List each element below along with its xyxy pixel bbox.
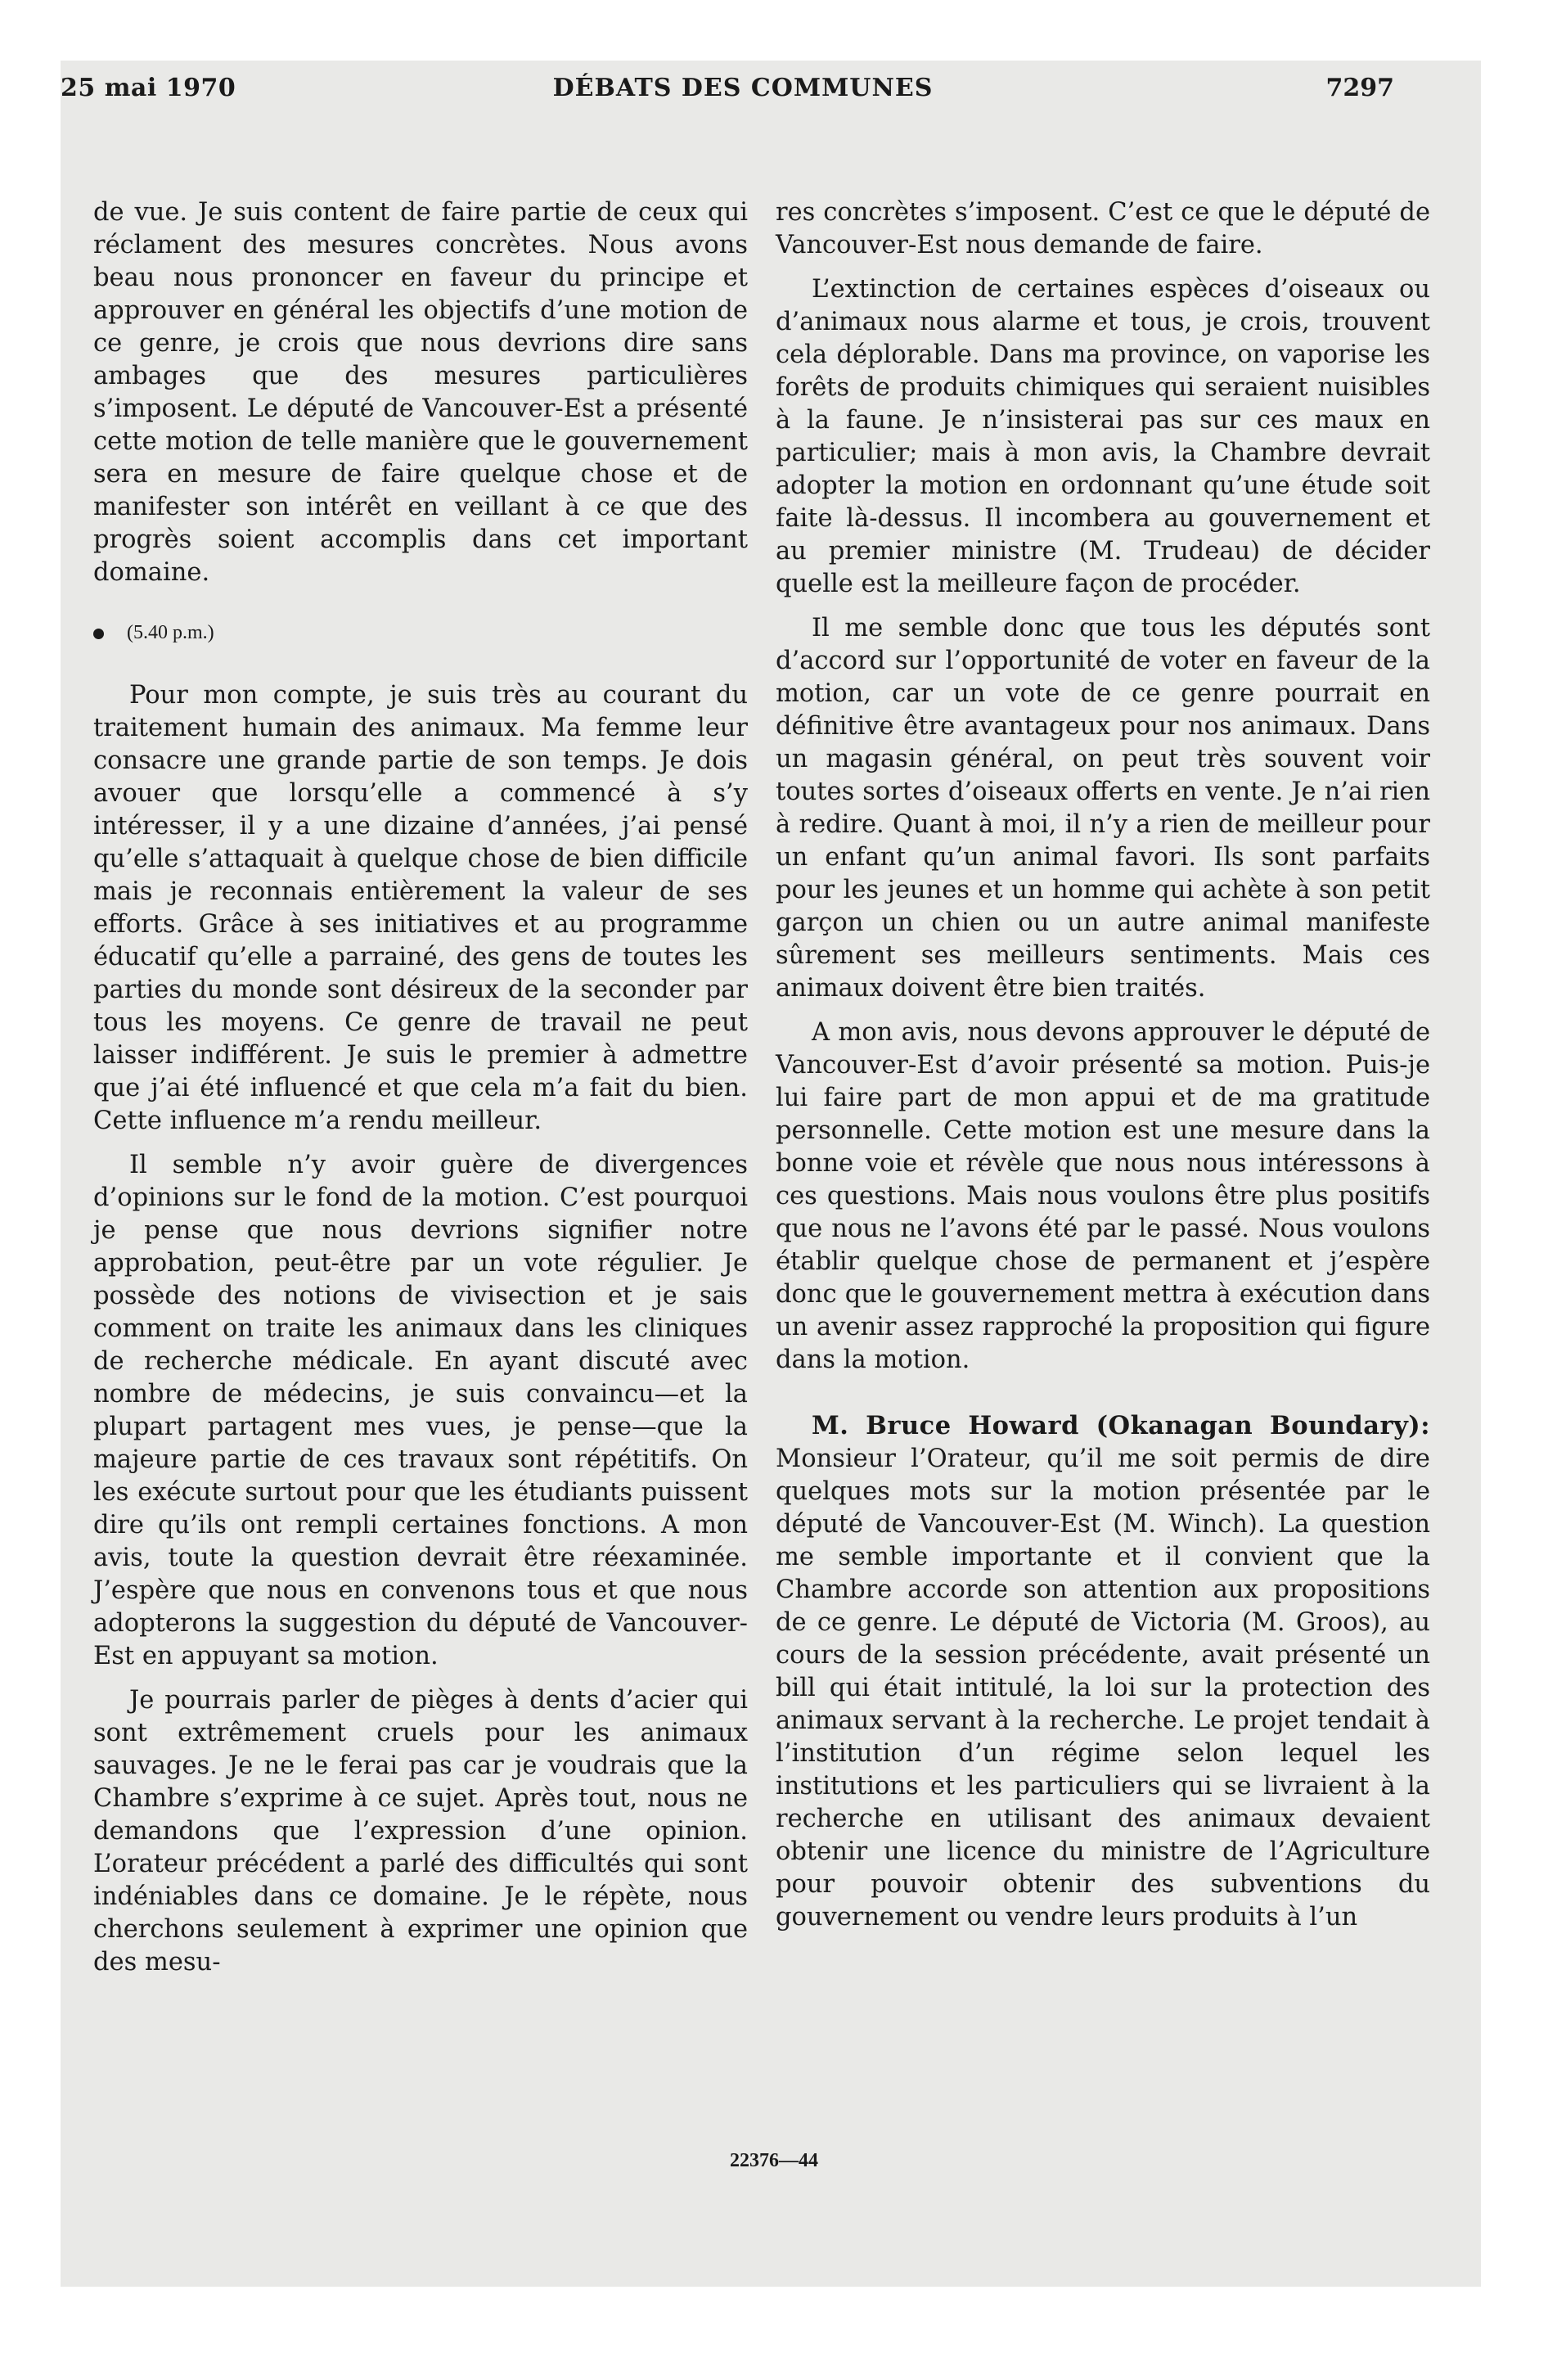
bullet-icon [93, 629, 104, 639]
left-column [93, 196, 748, 1990]
paragraph: res concrètes s’imposent. C’est ce que le député de Vancouver-Est nous demande de faire. [776, 198, 1430, 259]
header-date: 25 mai 1970 [61, 74, 236, 102]
speaker-paragraph [776, 1409, 1430, 1934]
time-marker [93, 619, 748, 647]
paragraph: de vue. Je suis content de faire partie de ceux qui réclament des mesures concrètes. Nous avons beau nous prononcer en faveur du principe et approuver en général les objectifs d’une motion de ce genre, je crois que nous devrions dire sans ambages que des mesures particulières s’imposent. Le député de Vancouver-Est a présenté cette motion de telle manière que le gouvernement sera en mesure de faire quelque chose et de manifester son intérêt en veillant à ce que des progrès soient accomplis dans cet important domaine. [93, 198, 748, 587]
paragraph: A mon avis, nous devons approuver le député de Vancouver-Est d’avoir présenté sa motion. Puis-je lui faire part de mon appui et de ma gratitude personnelle. Cette motion est une mesure dans la bonne voie et révèle que nous nous intéressons à ces questions. Mais nous voulons être plus positifs que nous ne l’avons été par le passé. Nous voulons établir quelque chose de permanent et j’espère donc que le gouvernement mettra à exécution dans un avenir assez rapproché la proposition qui figure dans la motion. [776, 1018, 1430, 1374]
header-page-number: 7297 [1325, 74, 1394, 102]
paragraph: Pour mon compte, je suis très au courant du traitement humain des animaux. Ma femme leur consacre une grande partie de son temps. Je dois avouer que lorsqu’elle a commencé à s’y intéresser, il y a une dizaine d’années, j’ai pensé qu’elle s’attaquait à quelque chose de bien difficile mais je reconnais entièrement la valeur de ses efforts. Grâce à ses initiatives et au programme éducatif qu’elle a parrainé, des gens de toutes les parties du monde sont désireux de la seconder par tous les moyens. Ce genre de travail ne peut laisser indifférent. Je suis le premier à admettre que j’ai été influencé et que cela m’a fait du bien. Cette influence m’a rendu meilleur. [93, 681, 748, 1135]
paragraph: Il me semble donc que tous les députés sont d’accord sur l’opportunité de voter en faveur de la motion, car un vote de ce genre pourrait en définitive être avantageux pour nos animaux. Dans un magasin général, on peut très souvent voir toutes sortes d’oiseaux offerts en vente. Je n’ai rien à redire. Quant à moi, il n’y a rien de meilleur pour un enfant qu’un animal favori. Ils sont parfaits pour les jeunes et un homme qui achète à son petit garçon un chien ou un autre animal manifeste sûrement ses meilleurs sentiments. Mais ces animaux doivent être bien traités. [776, 614, 1430, 1003]
footer-code: 22376—44 [730, 2150, 818, 2171]
speaker-text: Monsieur l’Orateur, qu’il me soit permis de dire quelques mots sur la motion présentée par le député de Vancouver-Est (M. Winch). La question me semble importante et il convient que la Chambre accorde son attention aux propositions de ce genre. Le député de Victoria (M. Groos), au cours de la session précédente, avait présenté un bill qui était intitulé, la loi sur la protection des animaux servant à la recherche. Le projet tendait à l’institution d’un régime selon lequel les institutions et les particuliers qui se livraient à la recherche en utilisant des animaux devaient obtenir une licence du ministre de l’Agriculture pour pouvoir obtenir des subventions du gouvernement ou vendre leurs produits à l’un [776, 1445, 1430, 1931]
page-header [33, 74, 1453, 113]
right-column [776, 196, 1430, 1945]
paragraph: L’extinction de certaines espèces d’oiseaux ou d’animaux nous alarme et tous, je crois, trouvent cela déplorable. Dans ma province, on vaporise les forêts de produits chimiques qui seraient nuisibles à la faune. Je n’insisterai pas sur ces maux en particulier; mais à mon avis, la Chambre devrait adopter la motion en ordonnant qu’une étude soit faite là-dessus. Il incombera au gouvernement et au premier ministre (M. Trudeau) de décider quelle est la meilleure façon de procéder. [776, 275, 1430, 598]
paragraph: Je pourrais parler de pièges à dents d’acier qui sont extrêmement cruels pour les animaux sauvages. Je ne le ferai pas car je voudrais que la Chambre s’exprime à ce sujet. Après tout, nous ne demandons que l’expression d’une opinion. L’orateur précédent a parlé des difficultés qui sont indéniables dans ce domaine. Je le répète, nous cherchons seulement à exprimer une opinion que des mesu- [93, 1686, 748, 1977]
time-marker-text: (5.40 p.m.) [127, 622, 214, 643]
paragraph: Il semble n’y avoir guère de divergences d’opinions sur le fond de la motion. C’est pourquoi je pense que nous devrions signifier notre approbation, peut-être par un vote régulier. Je possède des notions de vivisection et je sais comment on traite les animaux dans les cliniques de recherche médicale. En ayant discuté avec nombre de médecins, je suis convaincu—et la plupart partagent mes vues, je pense—que la majeure partie de ces travaux sont répétitifs. On les exécute surtout pour que les étudiants puissent dire qu’ils ont rempli certaines fonctions. A mon avis, toute la question devrait être réexaminée. J’espère que nous en convenons tous et que nous adopterons la suggestion du député de Vancouver-Est en appuyant sa motion. [93, 1151, 748, 1670]
header-title: DÉBATS DES COMMUNES [552, 74, 934, 102]
speaker-name: M. Bruce Howard (Okanagan Boundary): [812, 1411, 1430, 1440]
